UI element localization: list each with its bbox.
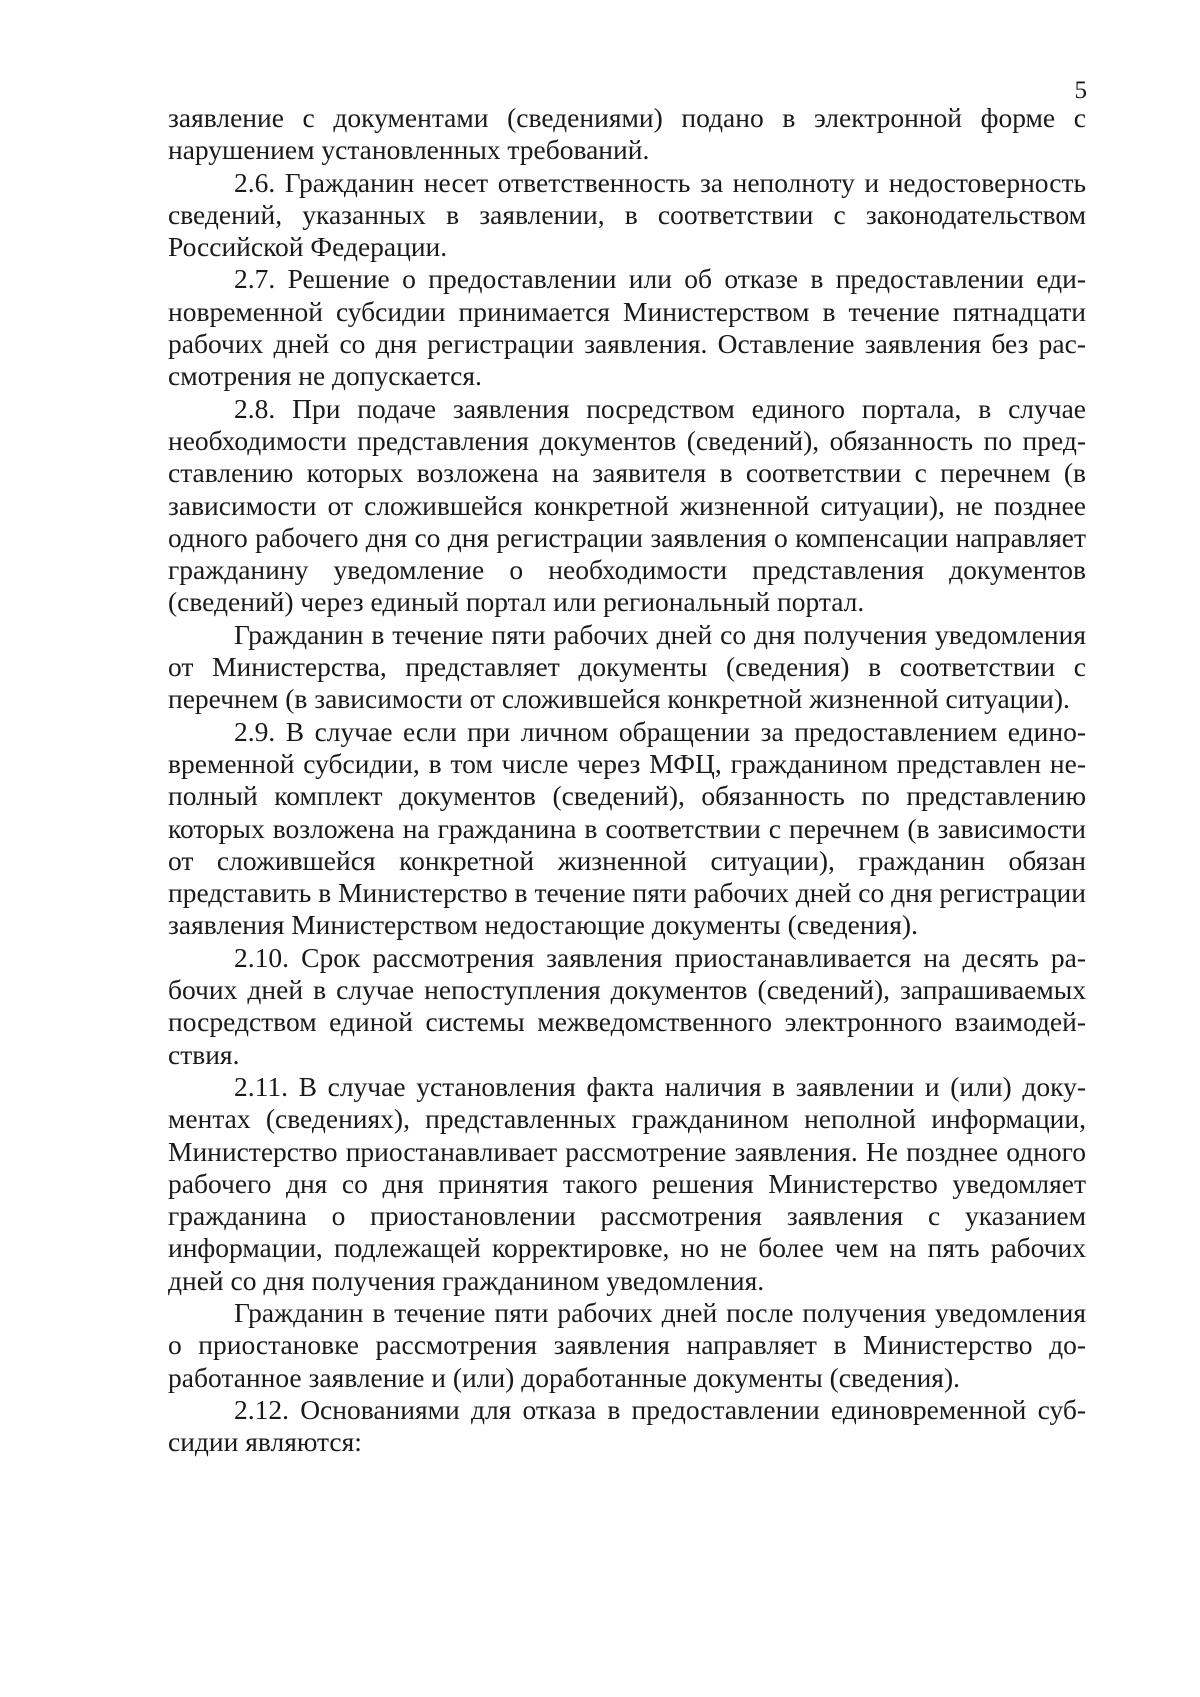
paragraph-2-9: 2.9. В случае если при личном обращении за предоставлением единовременной субсидии, в том числе через МФЦ, гражданином представлен неполный комплект документов (сведений), обязанность по представлению которых возложена на гражданина в соответствии с перечнем (в зависимости от сложившейся конкретной жизненной ситуации), гражданин обязан представить в Министерство в течение пяти рабочих дней со дня регистрации заявления Министерством недостающие документы (сведения). bbox=[168, 715, 1086, 941]
paragraph-2-12: 2.12. Основаниями для отказа в предоставлении единовременной субсидии являются: bbox=[168, 1393, 1086, 1458]
paragraph-2-11: 2.11. В случае установления факта наличия в заявлении и (или) документах (сведениях), представленных гражданином неполной информации, Министерство приостанавливает рассмотрение заявления. Не позднее одного рабочего дня со дня принятия такого решения Министерство уведомляет гражданина о приостановлении рассмотрения заявления с указанием информации, подлежащей корректировке, но не более чем на пять рабочих дней со дня получения гражданином уведомления. bbox=[168, 1070, 1086, 1296]
paragraph-2-11-citizen: Гражданин в течение пяти рабочих дней после получения уведомления о приостановке рассмотрения заявления направляет в Министерство доработанное заявление и (или) доработанные документы (сведения). bbox=[168, 1296, 1086, 1393]
paragraph-2-8: 2.8. При подаче заявления посредством единого портала, в случае необходимости представления документов (сведений), обязанность по представлению которых возложена на заявителя в соответствии с перечнем (в зависимости от сложившейся конкретной жизненной ситуации), не позднее одного рабочего дня со дня регистрации заявления о компенсации направляет гражданину уведомление о необходимости представления документов (сведений) через единый портал или региональный портал. bbox=[168, 392, 1086, 618]
page-number: 5 bbox=[1074, 77, 1087, 104]
document-body bbox=[168, 102, 1086, 1458]
paragraph-continuation: заявление с документами (сведениями) подано в электронной форме с нарушением установленных требований. bbox=[168, 102, 1086, 166]
paragraph-2-7: 2.7. Решение о предоставлении или об отказе в предоставлении единовременной субсидии принимается Министерством в течение пятнадцати рабочих дней со дня регистрации заявления. Оставление заявления без рассмотрения не допускается. bbox=[168, 263, 1086, 392]
paragraph-2-8-citizen: Гражданин в течение пяти рабочих дней со дня получения уведомления от Министерства, представляет документы (сведения) в соответствии с перечнем (в зависимости от сложившейся конкретной жизненной ситуации). bbox=[168, 618, 1086, 715]
paragraph-2-6: 2.6. Гражданин несет ответственность за неполноту и недостоверность сведений, указанных в заявлении, в соответствии с законодательством Российской Федерации. bbox=[168, 166, 1086, 263]
paragraph-2-10: 2.10. Срок рассмотрения заявления приостанавливается на десять рабочих дней в случае непоступления документов (сведений), запрашиваемых посредством единой системы межведомственного электронного взаимодействия. bbox=[168, 941, 1086, 1070]
